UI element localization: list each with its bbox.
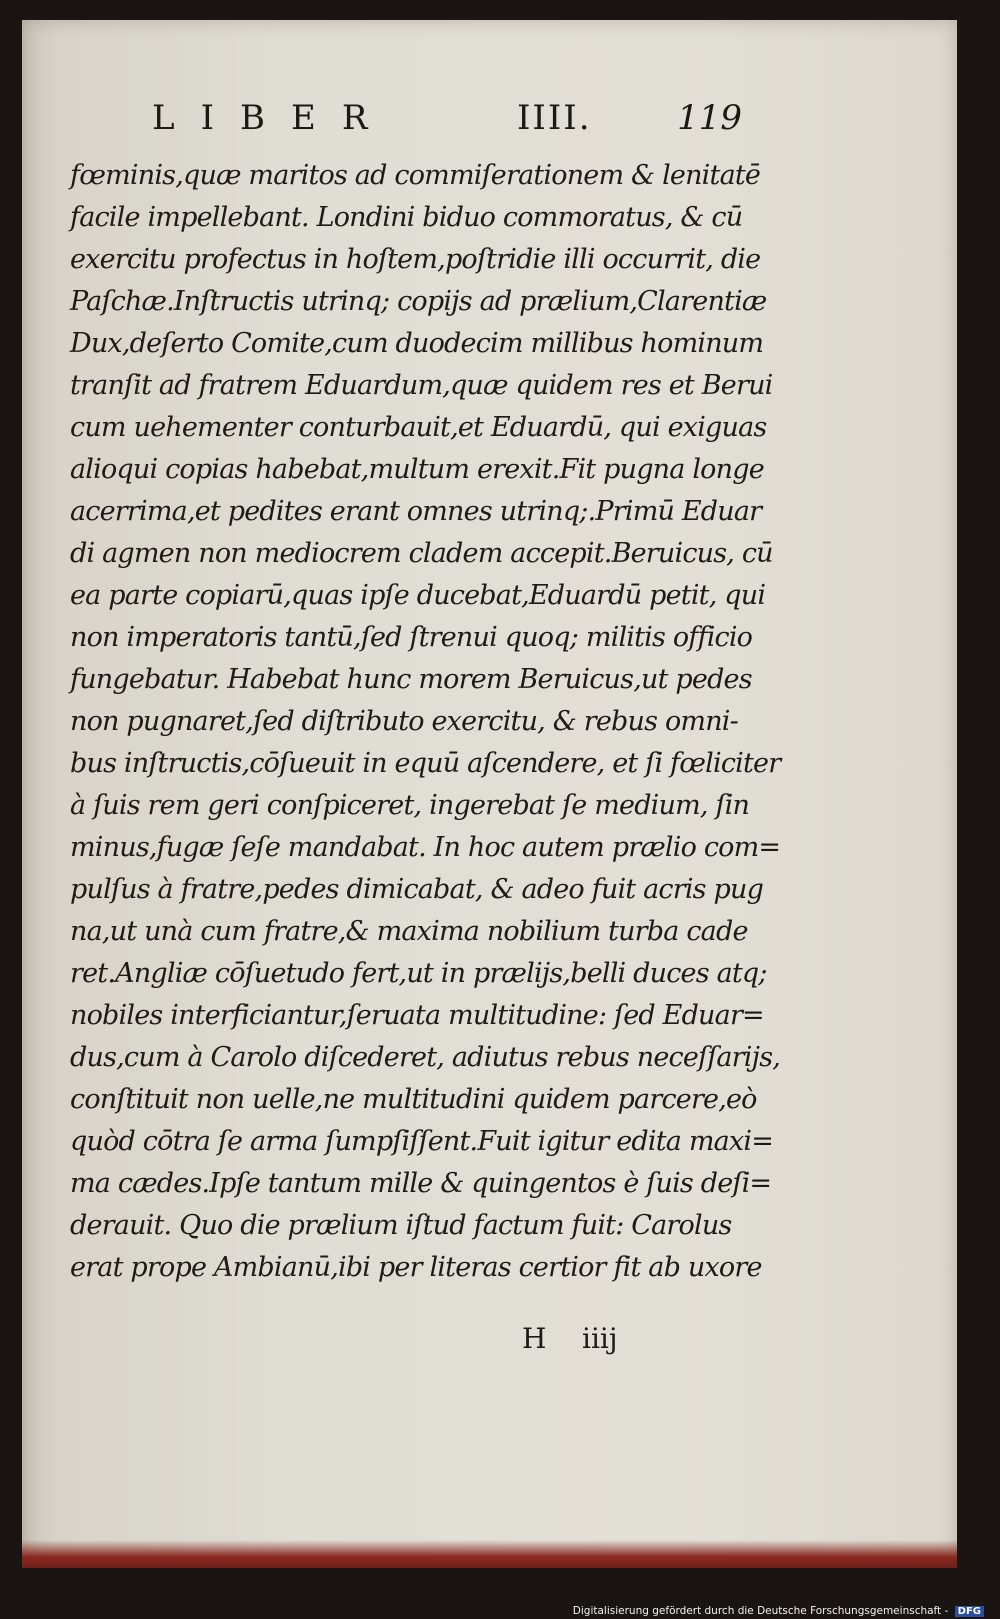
running-title: LIBER: [152, 98, 394, 138]
text-line: derauit. Quo die prælium iſtud factum fuit: Carolus: [70, 1210, 732, 1241]
text-line: tranſit ad fratrem Eduardum,quæ quidem res et Berui: [70, 370, 773, 401]
text-line: à ſuis rem geri conſpiceret, ingerebat ſe medium, ſin: [70, 790, 750, 821]
body-text: [70, 155, 781, 1289]
text-line: ret.Angliæ cōſuetudo fert,ut in prælijs,belli duces atq;: [70, 958, 767, 989]
page-header: [152, 98, 742, 148]
credit-text: Digitalisierung gefördert durch die Deutsche Forschungsgemeinschaft -: [572, 1605, 949, 1617]
text-line: cum uehementer conturbauit,et Eduardū, qui exiguas: [70, 412, 767, 443]
text-line: erat prope Ambianū,ibi per literas certior fit ab uxore: [70, 1252, 762, 1283]
text-line: exercitu profectus in hoſtem,poſtridie illi occurrit, die: [70, 244, 761, 275]
text-line: na,ut unà cum fratre,& maxima nobilium turba cade: [70, 916, 748, 947]
page-number: 119: [677, 98, 742, 138]
text-line: facile impellebant. Londini biduo commoratus, & cū: [70, 202, 743, 233]
text-line: non pugnaret,ſed diſtributo exercitu, & rebus omni-: [70, 706, 738, 737]
text-line: fœminis,quæ maritos ad commiſerationem & lenitatē: [70, 160, 761, 191]
text-line: ea parte copiarū,quas ipſe ducebat,Eduardū petit, qui: [70, 580, 766, 611]
book-number: IIII.: [517, 98, 592, 138]
text-line: pulſus à fratre,pedes dimicabat, & adeo fuit acris pug: [70, 874, 764, 905]
text-line: dus,cum à Carolo diſcederet, adiutus rebus neceſſarijs,: [70, 1042, 781, 1073]
book-page: [22, 20, 957, 1568]
text-line: conſtituit non uelle,ne multitudini quidem parcere,eò: [70, 1084, 757, 1115]
signature-mark: H iiij: [522, 1322, 618, 1355]
dfg-logo: DFG: [955, 1606, 984, 1617]
text-line: ma cædes.Ipſe tantum mille & quingentos è ſuis deſi=: [70, 1168, 772, 1199]
dfg-credit: [573, 1605, 984, 1617]
text-line: quòd cōtra ſe arma ſumpſiſſent.Fuit igitur edita maxi=: [70, 1126, 774, 1157]
text-line: bus inſtructis,cōſueuit in equū aſcendere, et ſi fœliciter: [70, 748, 781, 779]
text-line: acerrima,et pedites erant omnes utrinq;.Primū Eduar: [70, 496, 762, 527]
text-line: non imperatoris tantū,ſed ſtrenui quoq; militis officio: [70, 622, 753, 653]
text-line: Dux,deſerto Comite,cum duodecim millibus hominum: [70, 328, 764, 359]
text-line: fungebatur. Habebat hunc morem Beruicus,ut pedes: [70, 664, 752, 695]
text-line: nobiles interficiantur,ſeruata multitudine: ſed Eduar=: [70, 1000, 764, 1031]
text-line: di agmen non mediocrem cladem accepit.Beruicus, cū: [70, 538, 773, 569]
text-line: minus,fugæ ſeſe mandabat. In hoc autem prælio com=: [70, 832, 781, 863]
text-line: alioqui copias habebat,multum erexit.Fit pugna longe: [70, 454, 764, 485]
text-line: Paſchæ.Inſtructis utrinq; copijs ad prælium,Clarentiæ: [70, 286, 767, 317]
